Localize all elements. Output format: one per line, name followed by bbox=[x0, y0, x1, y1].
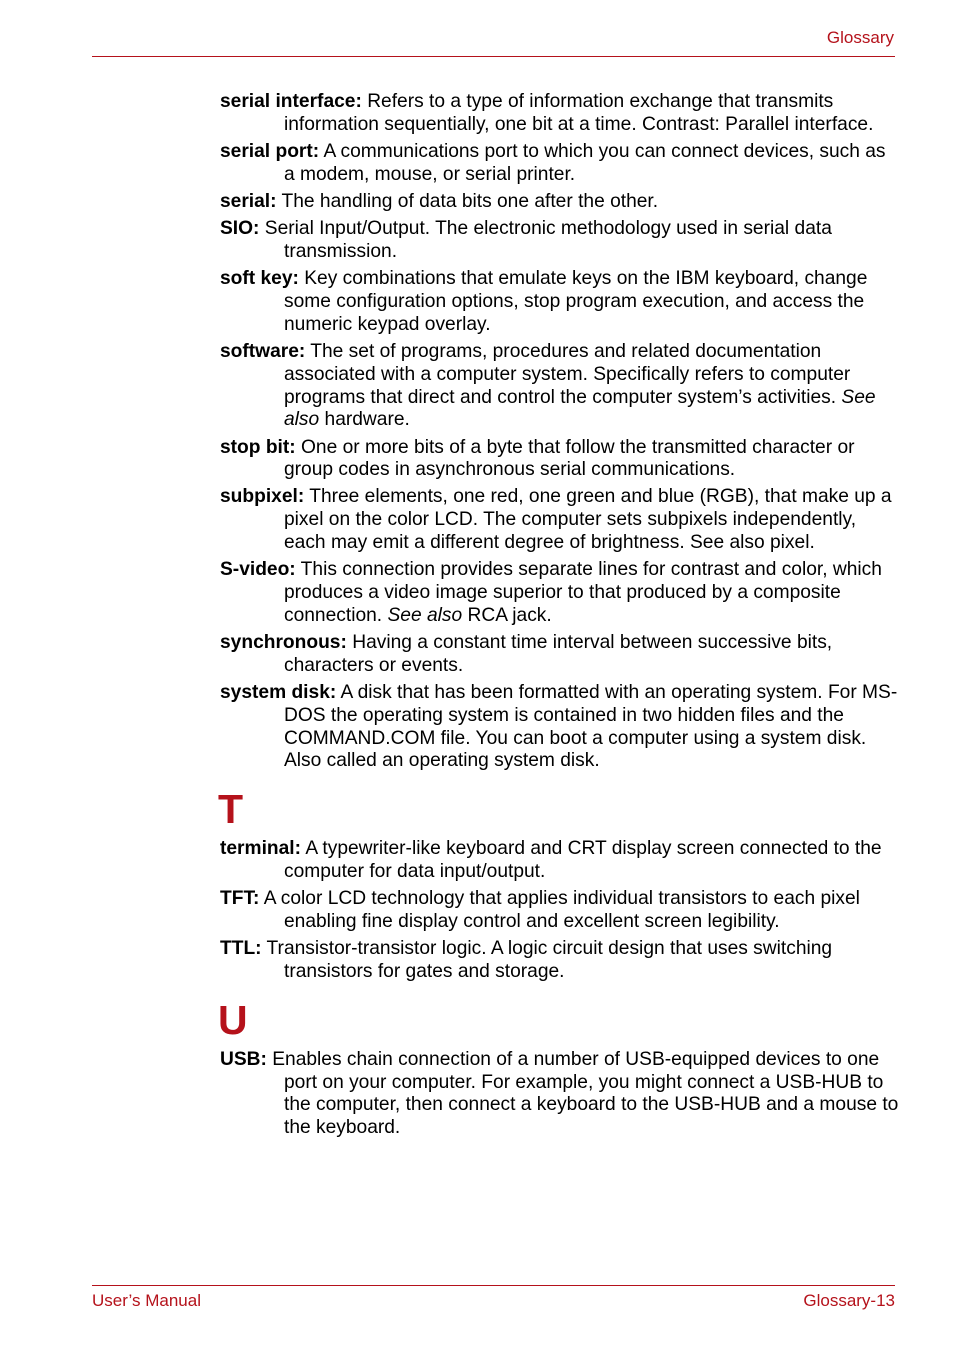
glossary-term: synchronous: bbox=[220, 632, 347, 654]
glossary-entry bbox=[220, 191, 900, 214]
glossary-definition bbox=[284, 682, 897, 771]
definition-text: hardware. bbox=[319, 409, 410, 431]
glossary-definition bbox=[277, 191, 659, 212]
definition-text: The handling of data bits one after the other. bbox=[276, 190, 659, 212]
glossary-term: subpixel: bbox=[220, 486, 305, 508]
footer-manual-title: User’s Manual bbox=[92, 1291, 201, 1310]
definition-text: A communications port to which you can connect devices, such as a modem, mouse, or serial printer. bbox=[284, 140, 886, 185]
glossary-entry bbox=[220, 559, 900, 627]
definition-text: One or more bits of a byte that follow the transmitted character or group codes in asynchronous serial communications. bbox=[284, 436, 855, 481]
glossary-term: TFT: bbox=[220, 888, 260, 910]
glossary-entry bbox=[220, 1049, 900, 1140]
glossary-term: serial: bbox=[220, 190, 277, 212]
cross-reference-label: See also bbox=[284, 386, 876, 431]
header-rule bbox=[92, 56, 895, 57]
definition-text: Three elements, one red, one green and blue (RGB), that make up a pixel on the color LCD. The computer sets subpixels independently, each may emit a different degree of brightness. See also pixel. bbox=[284, 486, 892, 554]
section-letter-heading: T bbox=[218, 786, 244, 833]
glossary-term: serial port: bbox=[220, 140, 320, 162]
glossary-entry bbox=[220, 268, 900, 336]
glossary-term: soft key: bbox=[220, 268, 299, 290]
glossary-definition bbox=[284, 838, 882, 882]
glossary-entry bbox=[220, 838, 900, 884]
glossary-entry bbox=[220, 437, 900, 483]
glossary-term: TTL: bbox=[220, 938, 262, 960]
definition-text: Refers to a type of information exchange that transmits information sequentially, one bit at a time. Contrast: Parallel interface. bbox=[284, 91, 874, 135]
footer-page-number: Glossary-13 bbox=[803, 1291, 895, 1310]
glossary-definition bbox=[284, 559, 882, 626]
glossary-definition bbox=[259, 218, 831, 262]
glossary-entry bbox=[220, 632, 900, 678]
definition-text: The set of programs, procedures and related documentation associated with a computer system. Specifically refers to computer programs that direct and control the computer system’s activities. bbox=[284, 340, 851, 408]
glossary-term: stop bit: bbox=[220, 436, 296, 458]
glossary-term: USB: bbox=[220, 1048, 267, 1070]
glossary-term: terminal: bbox=[220, 838, 302, 860]
definition-text: RCA jack. bbox=[462, 604, 552, 626]
definition-text: This connection provides separate lines for contrast and color, which produces a video image superior to that produced by a composite connection. bbox=[284, 559, 882, 626]
definition-text: Enables chain connection of a number of USB-equipped devices to one port on your computer. For example, you might connect a USB-HUB to the computer, then connect a keyboard to the USB-HUB and a mouse to the keyboard. bbox=[266, 1048, 899, 1139]
definition-text: Having a constant time interval between successive bits, characters or events. bbox=[284, 632, 833, 676]
glossary-content bbox=[220, 91, 900, 1144]
glossary-entry bbox=[220, 682, 900, 773]
glossary-term: software: bbox=[220, 340, 306, 362]
glossary-entry bbox=[220, 91, 900, 137]
glossary-definition bbox=[284, 91, 873, 135]
glossary-entry bbox=[220, 486, 900, 554]
glossary-definition bbox=[259, 888, 859, 932]
glossary-entry bbox=[220, 938, 900, 984]
glossary-definition bbox=[267, 1049, 898, 1138]
cross-reference-label: See also bbox=[387, 604, 463, 626]
glossary-term: SIO: bbox=[220, 218, 260, 240]
glossary-definition bbox=[284, 632, 832, 676]
section-letter-heading: U bbox=[218, 996, 248, 1043]
glossary-definition bbox=[262, 938, 833, 982]
glossary-entry bbox=[220, 141, 900, 187]
glossary-definition bbox=[284, 141, 886, 185]
footer-rule bbox=[92, 1285, 895, 1286]
glossary-definition bbox=[284, 268, 867, 335]
glossary-entry bbox=[220, 888, 900, 934]
glossary-definition bbox=[284, 437, 855, 481]
glossary-definition bbox=[284, 341, 876, 430]
glossary-entry bbox=[220, 341, 900, 432]
glossary-term: serial interface: bbox=[220, 91, 362, 112]
running-header-title: Glossary bbox=[826, 28, 894, 47]
glossary-entry bbox=[220, 218, 900, 264]
glossary-term: system disk: bbox=[220, 682, 337, 704]
definition-text: Transistor-transistor logic. A logic circuit design that uses switching transistors for gates and storage. bbox=[261, 938, 833, 982]
definition-text: Serial Input/Output. The electronic methodology used in serial data transmission. bbox=[259, 218, 832, 262]
definition-text: A color LCD technology that applies individual transistors to each pixel enabling fine display control and excellent screen legibility. bbox=[259, 888, 860, 932]
glossary-term: S-video: bbox=[220, 559, 296, 581]
glossary-definition bbox=[284, 486, 892, 553]
definition-text: A disk that has been formatted with an operating system. For MS-DOS the operating system is contained in two hidden files and the COMMAND.COM file. You can boot a computer using a system disk. Also called an operating system disk. bbox=[284, 682, 898, 772]
definition-text: Key combinations that emulate keys on the IBM keyboard, change some configuration options, stop program execution, and access the numeric keypad overlay. bbox=[284, 268, 868, 335]
definition-text: A typewriter-like keyboard and CRT display screen connected to the computer for data input/output. bbox=[284, 838, 882, 883]
